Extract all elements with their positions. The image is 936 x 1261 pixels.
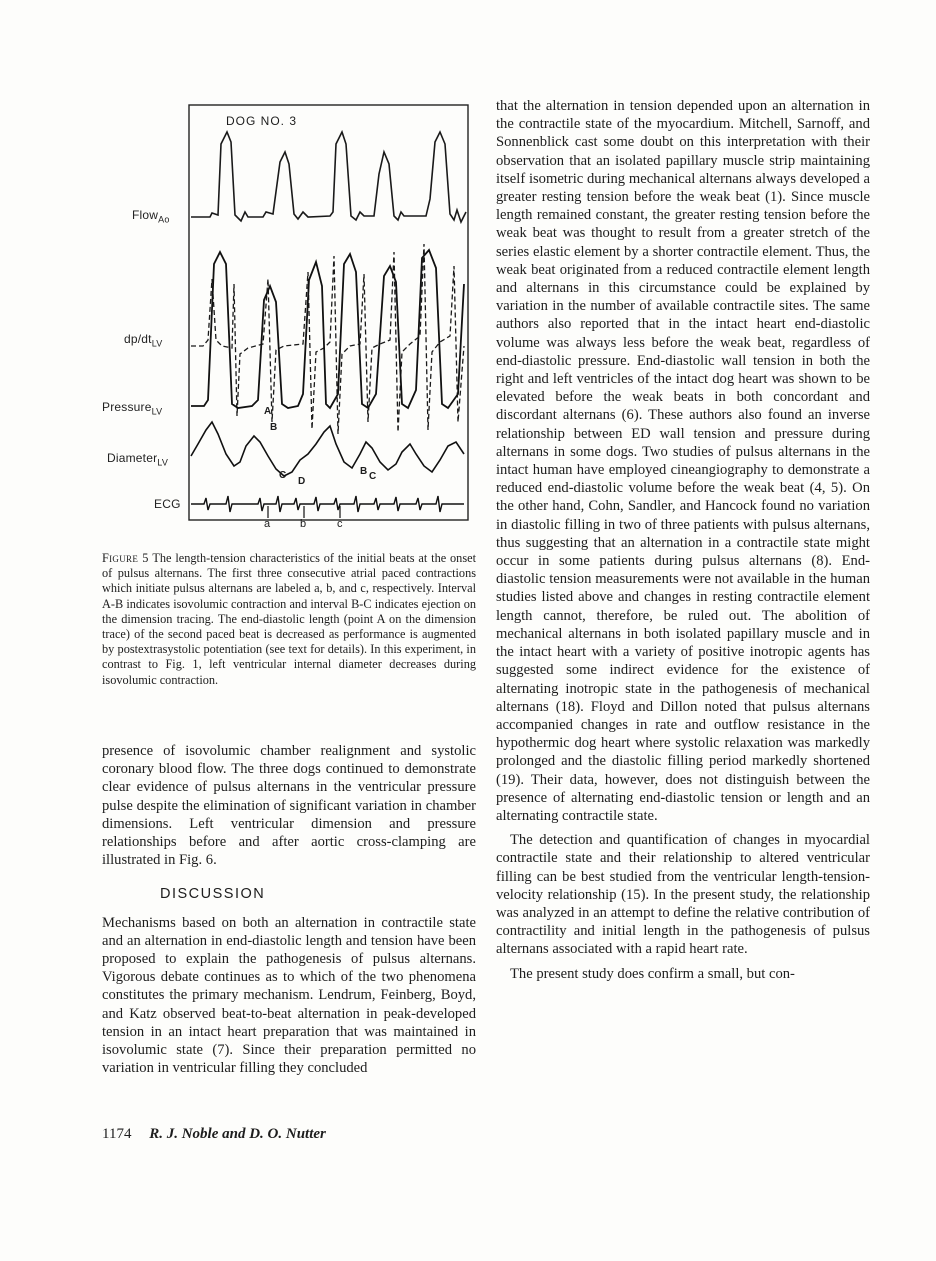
point-b2: B xyxy=(360,466,368,477)
right-paragraph-2: The detection and quantification of changes in myocardial contractile state and their relationship to altered ventricular filling can be best studied from the ventricular length-tension-velocity relationship (15). In the present study, the relationship was analyzed in an attempt to define the relative contribution of contractility and initial length in the pathogenesis of pulsus alternans associated with a rapid heart rate. xyxy=(496,832,870,958)
point-c2: C xyxy=(369,471,377,482)
flow-trace xyxy=(191,132,466,222)
pressure-label: Pressure$_{LV}$ xyxy=(102,400,163,417)
figure-caption xyxy=(102,551,476,688)
diameter-label: Diameter$_{LV}$ xyxy=(107,451,169,468)
left-paragraph-1: presence of isovolumic chamber realignment and systolic coronary blood flow. The three dogs continued to demonstrate clear evidence of pulsus alternans in the ventricular pressure pulse despite the elimination of significant variation in chamber dimensions. Left ventricular dimension and pressure relationships before and after aortic cross-clamping are illustrated in Fig. 6. xyxy=(102,743,476,869)
point-b: B xyxy=(270,422,278,433)
figure-tracings xyxy=(98,104,480,540)
right-paragraph-3: The present study does confirm a small, but con- xyxy=(510,965,795,982)
figure-5 xyxy=(98,104,480,540)
point-a: A xyxy=(264,406,272,417)
figure-title: DOG NO. 3 xyxy=(226,114,298,128)
left-paragraph-2: Mechanisms based on both an alternation in contractile state and an alternation in end-diastolic length and tension have been proposed to explain the pathogenesis of pulsus alternans. Vigorous debate continues as to which of the two phenomena constitutes the primary mechanism. Lendrum, Feinberg, Boyd, and Katz observed beat-to-beat alternation in peak-developed tension in an intact heart preparation that was maintained in isovolumic state (7). Since their preparation permitted no variation in ventricular filling they concluded xyxy=(102,914,476,1077)
dpdt-label: $dp/dt_{LV}$ xyxy=(124,332,163,349)
running-authors: R. J. Noble and D. O. Nutter xyxy=(149,1126,326,1142)
point-d: D xyxy=(298,476,306,487)
diameter-trace xyxy=(191,422,464,476)
flow-label: Flow$_{Ao}$ xyxy=(132,208,170,225)
right-column xyxy=(496,97,870,983)
section-heading-discussion: DISCUSSION xyxy=(160,886,266,903)
ecg-mark-c: c xyxy=(337,518,343,530)
page-number: 1174 xyxy=(102,1126,132,1142)
ecg-mark-b: b xyxy=(300,518,307,530)
ecg-mark-a: a xyxy=(264,518,271,530)
left-column xyxy=(102,742,476,1077)
ecg-label: ECG xyxy=(154,497,181,511)
caption-text: The length-tension characteristics of the initial beats at the onset of pulsus alternans. The first three consecutive atrial paced contractions which initiate pulsus alternans are labeled a, b, and c, respectively. Interval A-B indicates isovolumic contraction and interval B-C indicates ejection on the dimension tracing. The end-diastolic length (point A on the dimension trace) of the second paced beat is decreased as performance is augmented by postextrasystolic potentiation (see text for details). In this experiment, in contrast to Fig. 1, left ventricular internal diameter decreases during isovolumic contraction. xyxy=(102,551,476,687)
ecg-trace xyxy=(191,496,464,512)
right-paragraph-1: that the alternation in tension depended upon an alternation in the contractile state of the myocardium. Mitchell, Sarnoff, and Sonnenblick cast some doubt on this interpretation with their observation that an isolated papillary muscle strip maintaining itself isometric during mechanical alternans always developed a greater resting tension before the weak beat (1). Since muscle length remained constant, the greater resting tension before the weak beat was thought to result from a greater stretch of the series elastic element by a shorter contractile element. Thus, the weak beat originated from a reduced contractile element length and alternans in this circumstance could be explained by variation in the number of available contractile sites. The same authors also reported that in the intact heart end-diastolic volume was always less before the weak beat, regardless of end-diastolic pressure. End-diastolic wall tension in both the right and left ventricles of the intact dog heart was shown to be elevated before the weak beats in both concordant and discordant alternans (6). These authors also found an inverse relationship between ED wall tension and pressure during alternans in some dogs. Two studies of pulsus alternans in the intact human have employed cineangiography to demonstrate a reduced end-diastolic volume before the weak beat (4, 5). On the other hand, Cohn, Sandler, and Hancock found no variation in diastolic filling in two of three patients with pulsus alternans, thus suggesting that an alternation in a contractile state might occur in some patients during pulsus alternans (8). End-diastolic tension measurements were not available in the human studies listed above and changes in resting contractile element length cannot, therefore, be ruled out. The abolition of mechanical alternans in both isolated papillary muscle and in the intact heart with a variety of positive inotropic agents has suggested some indirect evidence for the existence of alternating inotropic state in the pathogenesis of mechanical alternans (18). Floyd and Dillon noted that pulsus alternans accompanied changes in rate and outflow resistance in the hypothermic dog heart where systolic relaxation was markedly prolonged and the diastolic filling period markedly shortened (19). Their data, however, does not distinguish between the presence of alternating end-diastolic tension or length and an alternating contractile state. xyxy=(496,98,870,824)
caption-figure-number: Figure 5 xyxy=(102,551,149,565)
page-footer xyxy=(102,1126,326,1143)
figure-frame xyxy=(189,105,468,520)
point-c: C xyxy=(279,470,287,481)
